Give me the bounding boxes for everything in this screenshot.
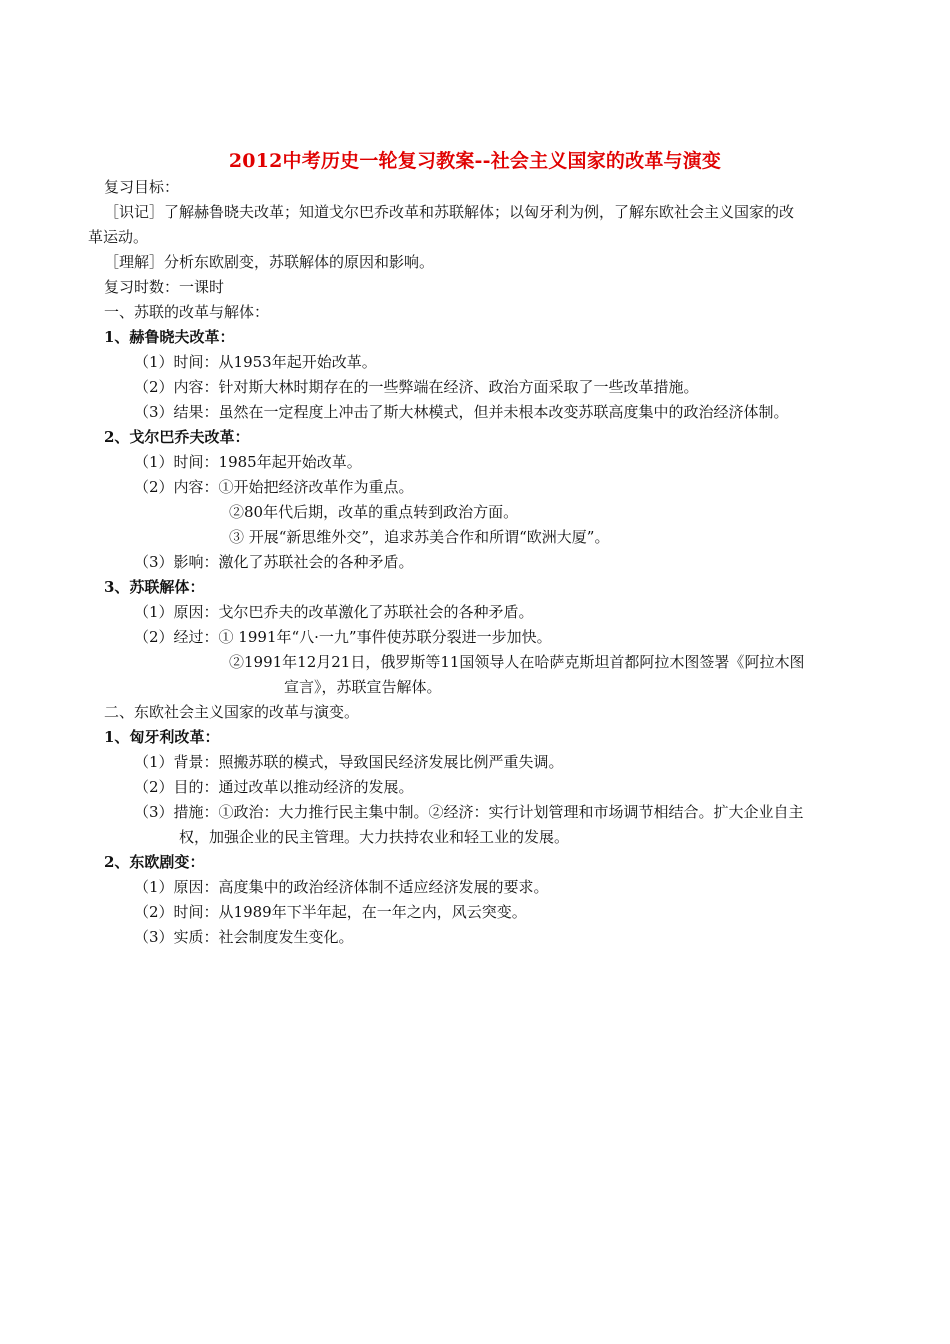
list-item: （3）措施：①政治：大力推行民主集中制。②经济：实行计划管理和市场调节相结合。扩大企业自主 <box>134 803 804 821</box>
list-item: ③ 开展“新思维外交”，追求苏美合作和所谓“欧洲大厦”。 <box>229 528 610 546</box>
section-heading-eastern-europe: 2、东欧剧变： <box>104 853 205 871</box>
list-item: （1）原因：高度集中的政治经济体制不适应经济发展的要求。 <box>134 878 549 896</box>
list-item: （1）时间：1985年起开始改革。 <box>134 453 362 471</box>
section-heading-ussr-dissolution: 3、苏联解体： <box>104 578 205 596</box>
list-item: （1）背景：照搬苏联的模式，导致国民经济发展比例严重失调。 <box>134 753 564 771</box>
part2-heading: 二、东欧社会主义国家的改革与演变。 <box>104 703 360 721</box>
goal-recall-line-2: 革运动。 <box>88 228 149 246</box>
review-goal-label: 复习目标： <box>104 178 180 196</box>
list-item: （1）时间：从1953年起开始改革。 <box>134 353 377 371</box>
list-item: ②1991年12月21日，俄罗斯等11国领导人在哈萨克斯坦首都阿拉木图签署《阿拉木图 <box>229 653 805 671</box>
list-item: （3）影响：激化了苏联社会的各种矛盾。 <box>134 553 414 571</box>
list-item: （2）目的：通过改革以推动经济的发展。 <box>134 778 414 796</box>
list-item: （1）原因：戈尔巴乔夫的改革激化了苏联社会的各种矛盾。 <box>134 603 534 621</box>
list-item: （2）经过：① 1991年“八·一九”事件使苏联分裂进一步加快。 <box>134 628 552 646</box>
list-item: （2）时间：从1989年下半年起，在一年之内，风云突变。 <box>134 903 527 921</box>
list-item: 宣言》，苏联宣告解体。 <box>284 678 442 696</box>
goal-understand: ［理解］分析东欧剧变，苏联解体的原因和影响。 <box>104 253 435 271</box>
list-item: （3）结果：虽然在一定程度上冲击了斯大林模式，但并未根本改变苏联高度集中的政治经济体制。 <box>134 403 789 421</box>
goal-recall-line-1: ［识记］了解赫鲁晓夫改革；知道戈尔巴乔改革和苏联解体；以匈牙利为例，了解东欧社会主义国家的改 <box>104 203 795 221</box>
list-item: ②80年代后期，改革的重点转到政治方面。 <box>229 503 519 521</box>
section-heading-khrushchev: 1、赫鲁晓夫改革： <box>104 328 235 346</box>
section-heading-gorbachev: 2、戈尔巴乔夫改革： <box>104 428 250 446</box>
list-item: （2）内容：①开始把经济改革作为重点。 <box>134 478 414 496</box>
list-item: （3）实质：社会制度发生变化。 <box>134 928 354 946</box>
section-heading-hungary: 1、匈牙利改革： <box>104 728 220 746</box>
review-hours: 复习时数：一课时 <box>104 278 225 296</box>
list-item: 权，加强企业的民主管理。大力扶持农业和轻工业的发展。 <box>179 828 570 846</box>
list-item: （2）内容：针对斯大林时期存在的一些弊端在经济、政治方面采取了一些改革措施。 <box>134 378 699 396</box>
part1-heading: 一、苏联的改革与解体： <box>104 303 270 321</box>
document-title: 2012中考历史一轮复习教案--社会主义国家的改革与演变 <box>228 150 722 172</box>
